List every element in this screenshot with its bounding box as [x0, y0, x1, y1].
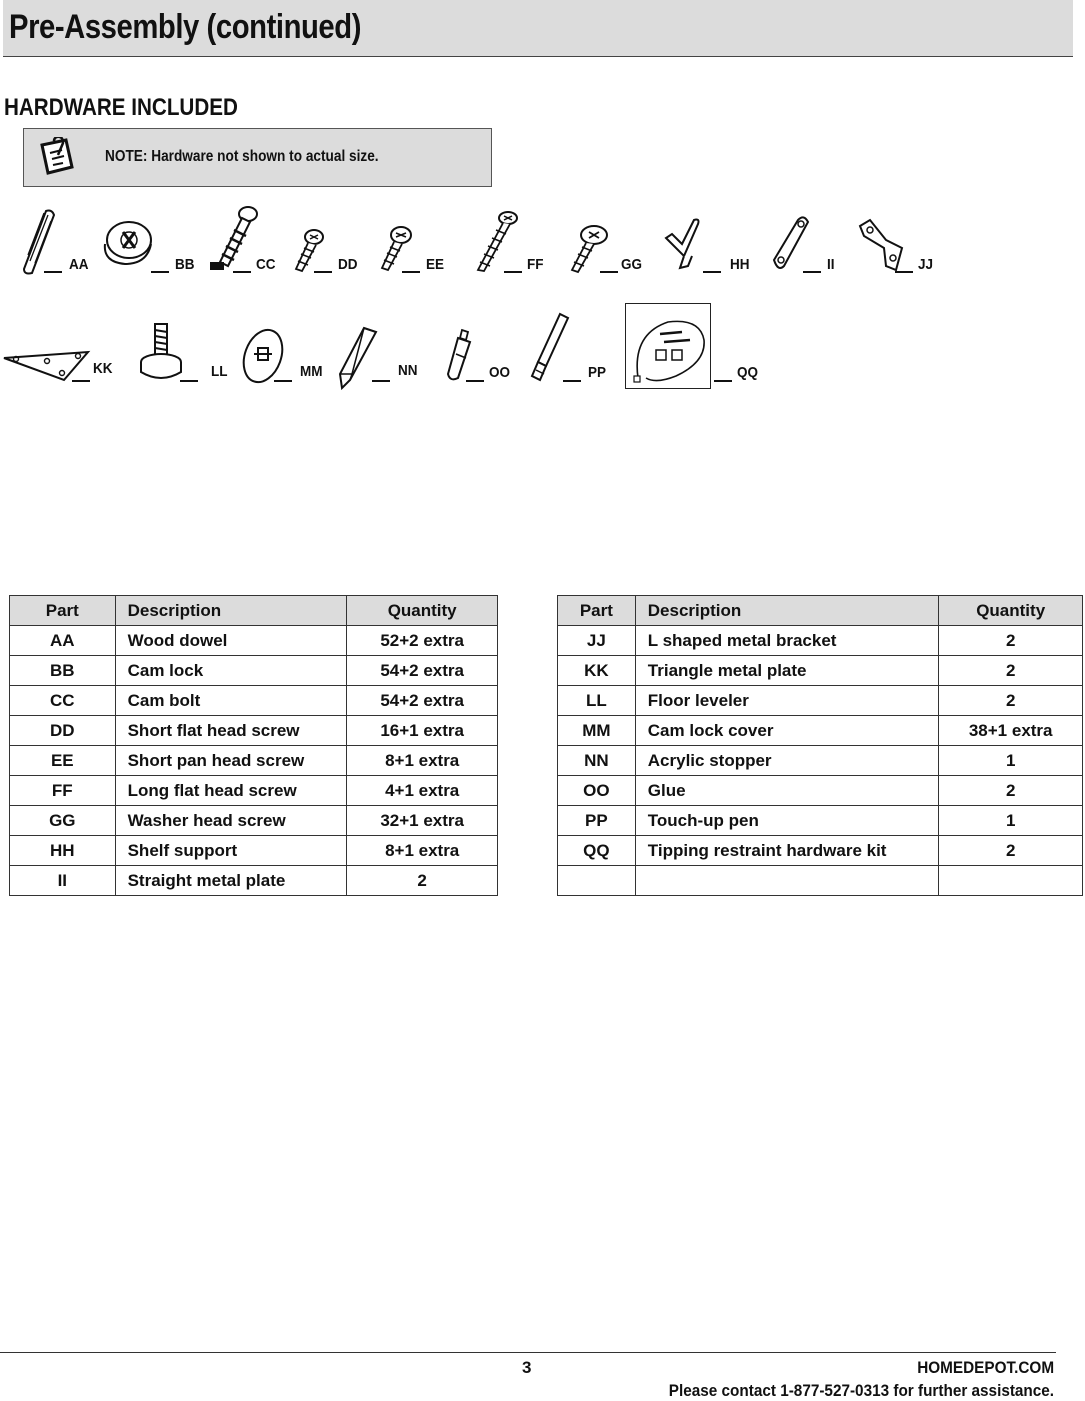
- floor-leveler-icon: [135, 318, 185, 384]
- parts-table-right: [557, 595, 1083, 896]
- cell-part: QQ: [558, 836, 636, 866]
- cell-part: GG: [10, 806, 116, 836]
- note-text: NOTE: Hardware not shown to actual size.: [105, 148, 379, 165]
- cell-part: [558, 866, 636, 896]
- page-number: 3: [522, 1358, 532, 1377]
- table-row: [10, 746, 498, 776]
- cell-part: MM: [558, 716, 636, 746]
- hardware-label-qq: QQ: [737, 364, 759, 381]
- footer-website: HOMEDEPOT.COM: [917, 1358, 1054, 1377]
- cell-description: Cam lock cover: [635, 716, 939, 746]
- cell-description: L shaped metal bracket: [635, 626, 939, 656]
- table-row: [558, 866, 1083, 896]
- cam-lock-icon: [97, 218, 155, 270]
- short-pan-screw-icon: [374, 224, 414, 272]
- cell-description: Touch-up pen: [635, 806, 939, 836]
- header-part: Part: [10, 596, 116, 626]
- cell-part: OO: [558, 776, 636, 806]
- cell-quantity: 1: [939, 806, 1083, 836]
- table-row: [10, 806, 498, 836]
- wood-dowel-icon: [16, 207, 64, 275]
- cell-quantity: 2: [939, 836, 1083, 866]
- cell-part: BB: [10, 656, 116, 686]
- cell-description: [635, 866, 939, 896]
- hardware-label-kk: KK: [93, 360, 113, 377]
- cell-part: AA: [10, 626, 116, 656]
- hardware-label-jj: JJ: [918, 256, 934, 273]
- cell-description: Cam lock: [115, 656, 347, 686]
- title-bar: [3, 0, 1073, 57]
- parts-table-left: [9, 595, 498, 896]
- table-header-row: [10, 596, 498, 626]
- cell-quantity: 8+1 extra: [347, 836, 498, 866]
- footer-divider: [0, 1352, 1056, 1353]
- cell-quantity: 2: [939, 776, 1083, 806]
- cell-part: CC: [10, 686, 116, 716]
- cell-part: DD: [10, 716, 116, 746]
- note-clip-icon: [36, 137, 78, 177]
- cell-description: Triangle metal plate: [635, 656, 939, 686]
- cell-quantity: 2: [347, 866, 498, 896]
- cell-quantity: 52+2 extra: [347, 626, 498, 656]
- cell-quantity: 54+2 extra: [347, 656, 498, 686]
- table-row: [558, 806, 1083, 836]
- cell-quantity: 1: [939, 746, 1083, 776]
- header-part: Part: [558, 596, 636, 626]
- glue-icon: [440, 326, 478, 384]
- cell-description: Washer head screw: [115, 806, 347, 836]
- table-row: [558, 656, 1083, 686]
- straight-plate-icon: [768, 212, 812, 274]
- table-row: [10, 626, 498, 656]
- cell-quantity: 2: [939, 626, 1083, 656]
- cell-description: Floor leveler: [635, 686, 939, 716]
- hardware-label-hh: HH: [730, 256, 750, 273]
- cell-quantity: 4+1 extra: [347, 776, 498, 806]
- cell-quantity: 2: [939, 686, 1083, 716]
- hardware-label-pp: PP: [588, 364, 607, 381]
- short-flat-screw-icon: [290, 227, 326, 273]
- cell-part: EE: [10, 746, 116, 776]
- table-row: [10, 776, 498, 806]
- cell-quantity: 38+1 extra: [939, 716, 1083, 746]
- hardware-label-ee: EE: [426, 256, 445, 273]
- tipping-kit-icon: [626, 304, 710, 388]
- cell-description: Short pan head screw: [115, 746, 347, 776]
- cell-description: Long flat head screw: [115, 776, 347, 806]
- cell-description: Acrylic stopper: [635, 746, 939, 776]
- table-row: [10, 686, 498, 716]
- header-description: Description: [635, 596, 939, 626]
- table-row: [558, 686, 1083, 716]
- hardware-label-bb: BB: [175, 256, 195, 273]
- triangle-plate-icon: [2, 348, 92, 384]
- cell-quantity: 32+1 extra: [347, 806, 498, 836]
- cell-part: KK: [558, 656, 636, 686]
- hardware-label-ff: FF: [527, 256, 544, 273]
- table-row: [558, 836, 1083, 866]
- note-box: [23, 128, 492, 187]
- cell-part: II: [10, 866, 116, 896]
- shelf-support-icon: [662, 216, 704, 272]
- hardware-label-cc: CC: [256, 256, 276, 273]
- cell-quantity: 54+2 extra: [347, 686, 498, 716]
- cell-part: LL: [558, 686, 636, 716]
- header-description: Description: [115, 596, 347, 626]
- table-header-row: [558, 596, 1083, 626]
- table-row: [558, 776, 1083, 806]
- cell-description: Glue: [635, 776, 939, 806]
- cell-description: Wood dowel: [115, 626, 347, 656]
- header-quantity: Quantity: [939, 596, 1083, 626]
- page-title: Pre-Assembly (continued): [9, 8, 362, 46]
- cell-description: Short flat head screw: [115, 716, 347, 746]
- hardware-label-ll: LL: [211, 363, 228, 380]
- footer-contact: Please contact 1-877-527-0313 for further assistance.: [668, 1381, 1054, 1400]
- cell-quantity: [939, 866, 1083, 896]
- cam-bolt-icon: [204, 204, 260, 276]
- cell-part: HH: [10, 836, 116, 866]
- table-row: [10, 656, 498, 686]
- touchup-pen-icon: [522, 310, 572, 386]
- table-row: [10, 716, 498, 746]
- table-row: [10, 836, 498, 866]
- tipping-kit-frame: [625, 303, 711, 389]
- cell-quantity: 2: [939, 656, 1083, 686]
- hardware-label-nn: NN: [398, 362, 418, 379]
- header-quantity: Quantity: [347, 596, 498, 626]
- cell-quantity: 16+1 extra: [347, 716, 498, 746]
- cell-description: Cam bolt: [115, 686, 347, 716]
- hardware-label-gg: GG: [621, 256, 643, 273]
- cell-quantity: 8+1 extra: [347, 746, 498, 776]
- hardware-label-ii: II: [827, 256, 835, 273]
- hardware-label-oo: OO: [489, 364, 511, 381]
- cell-description: Straight metal plate: [115, 866, 347, 896]
- table-row: [558, 746, 1083, 776]
- hardware-label-aa: AA: [69, 256, 89, 273]
- long-flat-screw-icon: [470, 208, 520, 274]
- table-row: [558, 626, 1083, 656]
- washer-screw-icon: [566, 222, 610, 274]
- section-heading: HARDWARE INCLUDED: [4, 94, 238, 121]
- table-row: [10, 866, 498, 896]
- cell-part: PP: [558, 806, 636, 836]
- cell-part: JJ: [558, 626, 636, 656]
- table-row: [558, 716, 1083, 746]
- l-bracket-icon: [856, 216, 906, 274]
- hardware-label-dd: DD: [338, 256, 358, 273]
- hardware-label-mm: MM: [300, 363, 323, 380]
- cell-description: Tipping restraint hardware kit: [635, 836, 939, 866]
- cam-cover-icon: [240, 326, 286, 386]
- cell-description: Shelf support: [115, 836, 347, 866]
- cell-part: FF: [10, 776, 116, 806]
- cell-part: NN: [558, 746, 636, 776]
